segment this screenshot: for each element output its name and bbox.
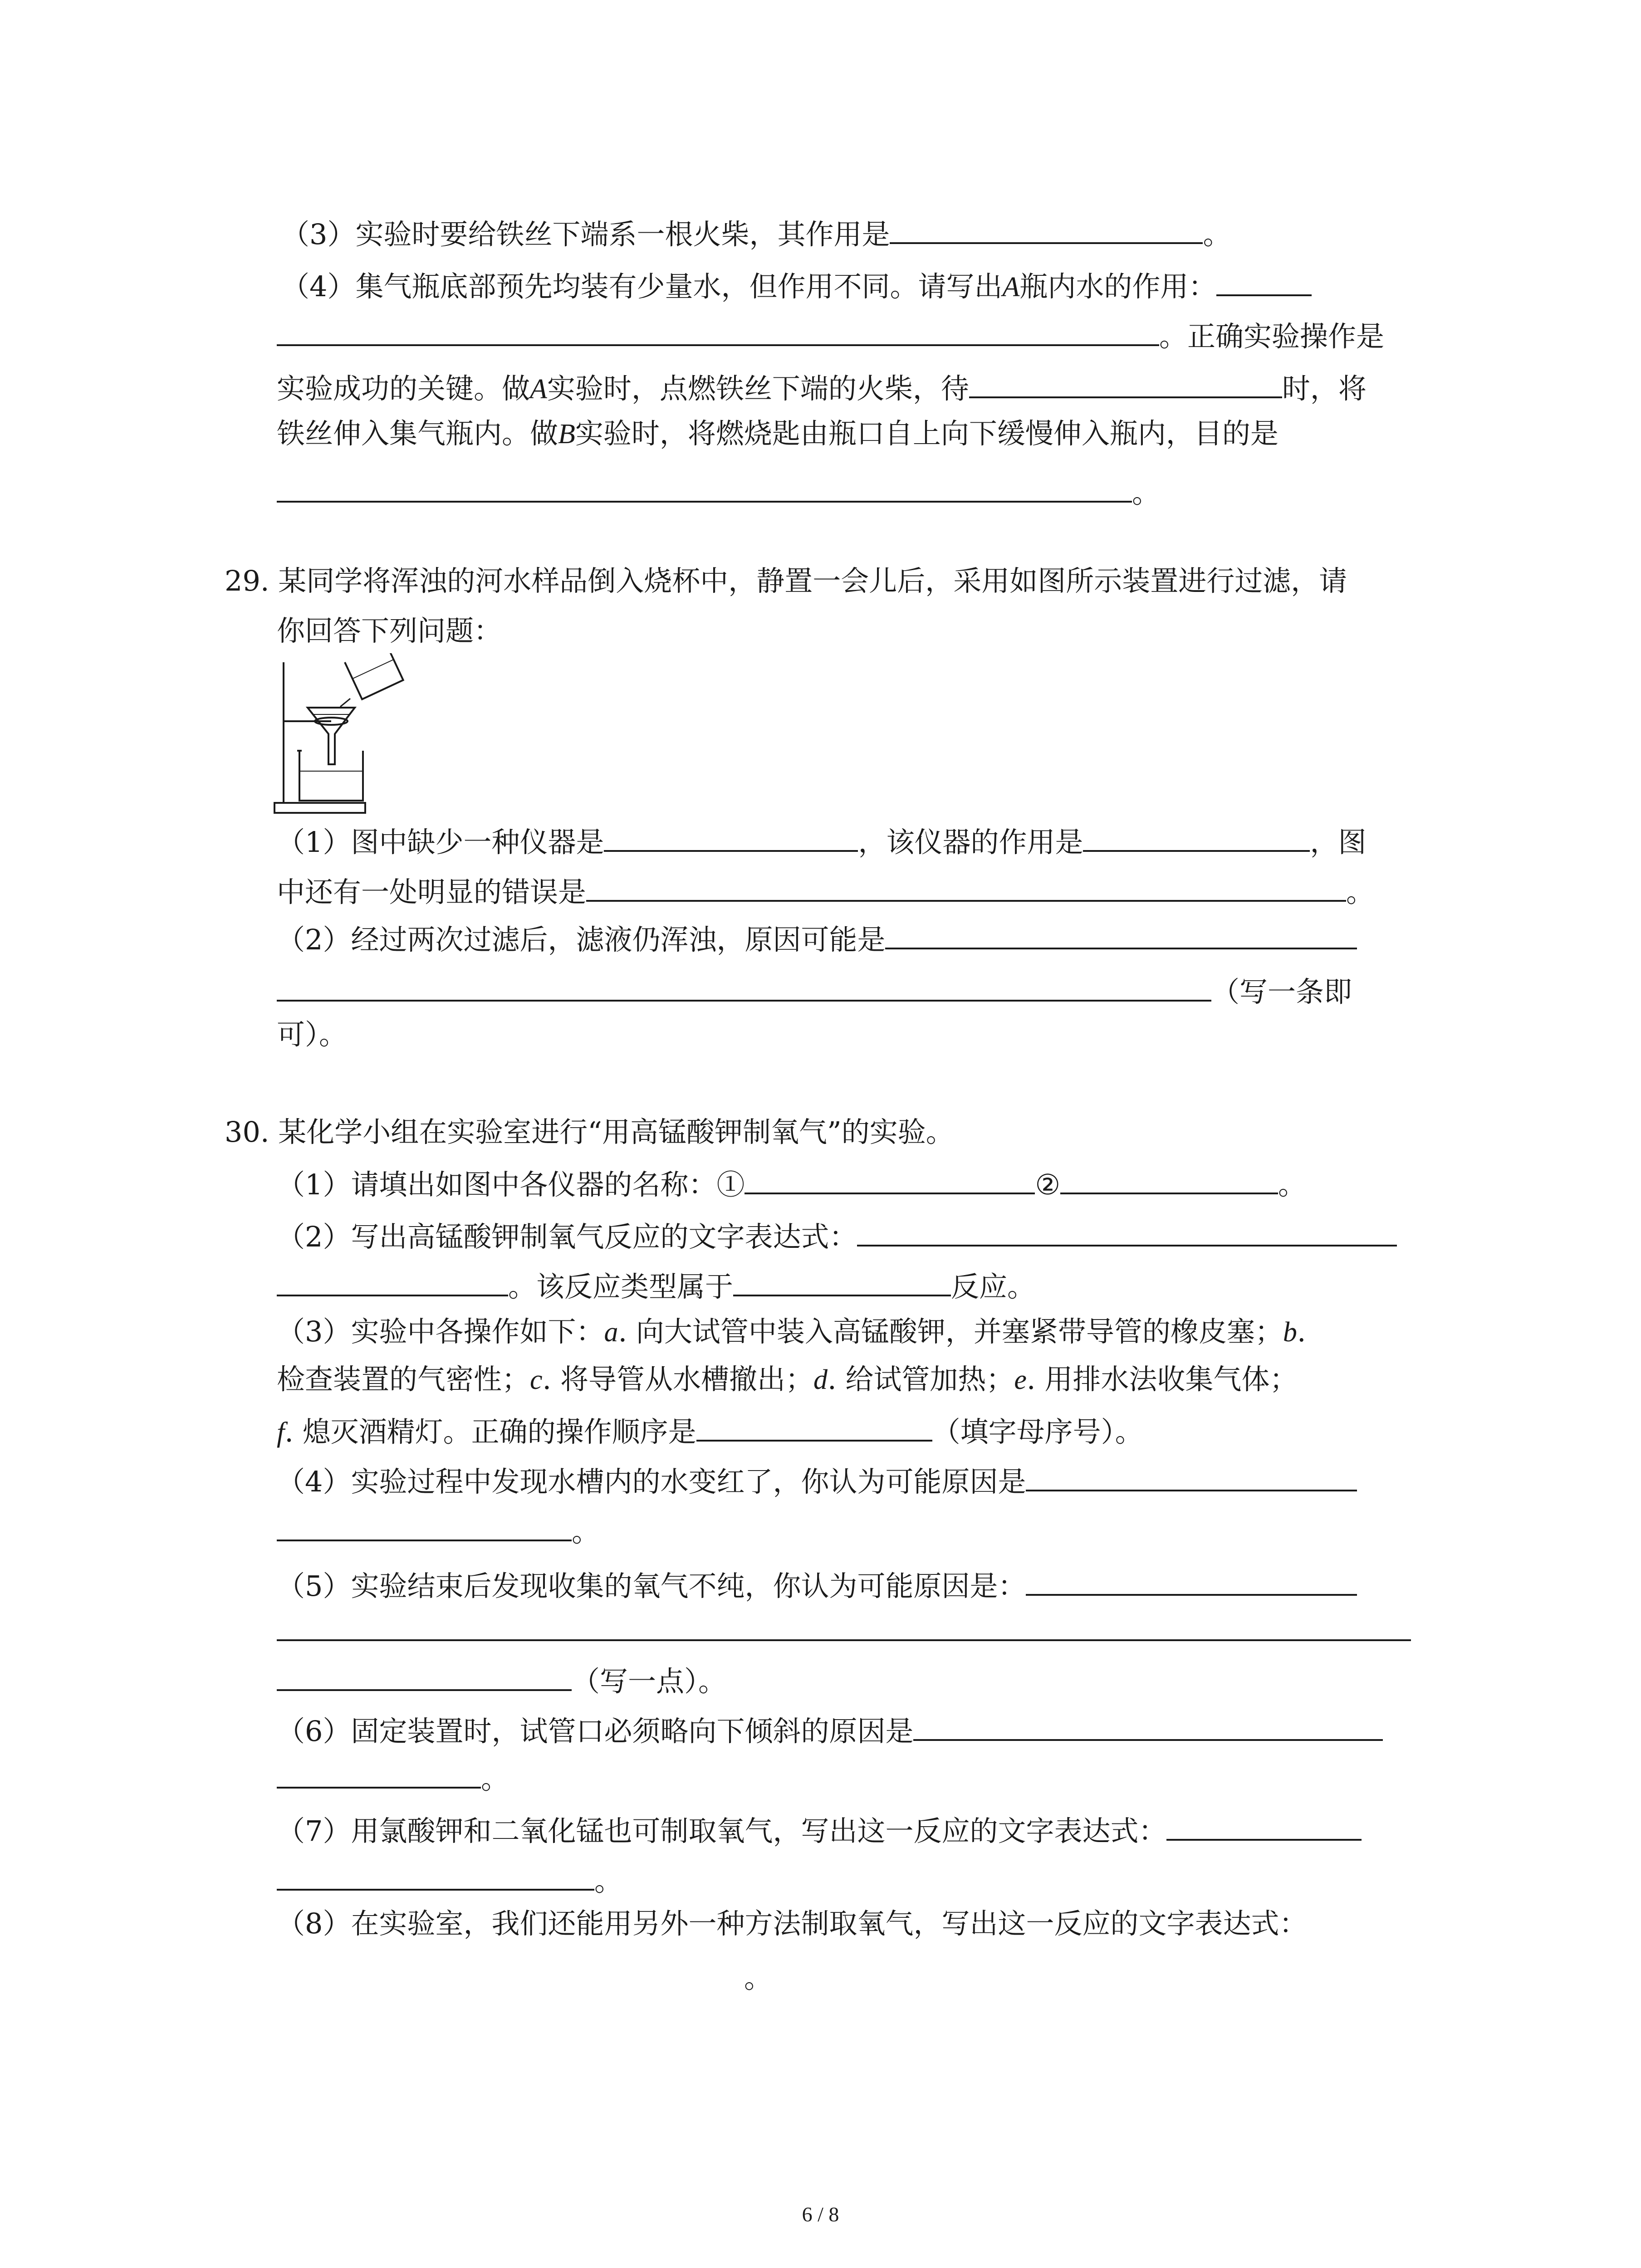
pouring-beaker xyxy=(345,653,403,699)
answer-blank[interactable] xyxy=(277,1860,594,1891)
answer-blank[interactable] xyxy=(890,213,1203,244)
q30-part7-line1: （7）用氯酸钾和二氧化锰也可制取氧气，写出这一反应的文字表达式： xyxy=(277,1810,1362,1850)
q30-part3-line1: （3）实验中各操作如下：a. 向大试管中装入高锰酸钾，并塞紧带导管的橡皮塞；b. xyxy=(277,1315,1306,1348)
answer-blank[interactable] xyxy=(745,1163,1035,1194)
q30-part3-line3: f. 熄灭酒精灯。正确的操作顺序是 （填字母序号）。 xyxy=(277,1411,1143,1451)
q30-part7-line2: 。 xyxy=(277,1860,622,1900)
answer-blank[interactable] xyxy=(1216,265,1312,296)
q30-part5-line3: （写一点）。 xyxy=(277,1660,726,1700)
answer-blank[interactable] xyxy=(913,1710,1383,1741)
answer-blank[interactable] xyxy=(277,1266,508,1296)
q29-stem-line1: 29. 某同学将浑浊的河水样品倒入烧杯中，静置一会儿后，采用如图所示装置进行过滤，请 xyxy=(225,564,1347,597)
q30-part8-line1: （8）在实验室，我们还能用另外一种方法制取氧气，写出这一反应的文字表达式： xyxy=(277,1907,1308,1940)
q30-part2-line2: 。该反应类型属于 反应。 xyxy=(277,1266,1035,1305)
stand-base xyxy=(274,803,365,813)
q30-part3-line2: 检查装置的气密性；c. 将导管从水槽撤出；d. 给试管加热；e. 用排水法收集气体； xyxy=(277,1363,1298,1396)
q30-part5-line1: （5）实验结束后发现收集的氧气不纯，你认为可能原因是： xyxy=(277,1565,1357,1605)
q30-part6-line1: （6）固定装置时，试管口必须略向下倾斜的原因是 xyxy=(277,1710,1383,1750)
q28-part4-line3: 实验成功的关键。做A实验时，点燃铁丝下端的火柴，待 时，将 xyxy=(277,367,1367,408)
q30-part6-line2: 。 xyxy=(277,1758,509,1798)
funnel xyxy=(308,708,355,764)
beaker xyxy=(299,751,363,801)
q30-part8-line2: 。 xyxy=(744,1961,773,1994)
q30-stem: 30. 某化学小组在实验室进行“用高锰酸钾制氧气”的实验。 xyxy=(225,1115,954,1149)
page-number: 6 / 8 xyxy=(802,2203,839,2226)
answer-blank[interactable] xyxy=(1083,821,1310,852)
answer-blank[interactable] xyxy=(1026,1565,1357,1596)
answer-blank[interactable] xyxy=(277,1660,572,1691)
q29-part2-line2: （写一条即 xyxy=(277,971,1352,1011)
q30-part4-line1: （4）实验过程中发现水槽内的水变红了，你认为可能原因是 xyxy=(277,1461,1357,1501)
answer-blank[interactable] xyxy=(277,971,1211,1002)
q28-part4-line2: 。正确实验操作是 xyxy=(277,315,1384,355)
answer-blank[interactable] xyxy=(733,1266,951,1296)
q28-part3: （3）实验时要给铁丝下端系一根火柴，其作用是 。 xyxy=(281,213,1231,253)
answer-blank[interactable] xyxy=(586,871,1346,902)
answer-blank[interactable] xyxy=(885,919,1357,949)
answer-blank[interactable] xyxy=(969,367,1282,398)
q29-part1-line1: （1）图中缺少一种仪器是 ，该仪器的作用是 ，图 xyxy=(277,821,1366,861)
answer-blank[interactable] xyxy=(1060,1163,1278,1194)
q29-stem-line2: 你回答下列问题： xyxy=(277,614,502,647)
answer-blank[interactable] xyxy=(604,821,858,852)
answer-blank[interactable] xyxy=(277,1758,481,1789)
answer-blank[interactable] xyxy=(857,1216,1397,1246)
q29-part2-line3: 可）。 xyxy=(277,1018,348,1051)
q29-part2-line1: （2）经过两次过滤后，滤液仍浑浊，原因可能是 xyxy=(277,919,1357,958)
answer-blank[interactable] xyxy=(1166,1810,1362,1841)
answer-blank[interactable] xyxy=(696,1411,932,1442)
q28-part4-line5: 。 xyxy=(277,472,1160,512)
q28-part4-line1: （4）集气瓶底部预先均装有少量水，但作用不同。请写出A瓶内水的作用： xyxy=(281,265,1312,306)
q29-part1-line2: 中还有一处明显的错误是 。 xyxy=(277,871,1374,911)
answer-blank[interactable] xyxy=(1026,1461,1357,1491)
answer-blank[interactable] xyxy=(277,1637,1411,1641)
filtration-apparatus-figure xyxy=(272,653,408,816)
q28-part4-line4: 铁丝伸入集气瓶内。做B实验时，将燃烧匙由瓶口自上向下缓慢伸入瓶内，目的是 xyxy=(277,417,1279,450)
q30-part2-line1: （2）写出高锰酸钾制氧气反应的文字表达式： xyxy=(277,1216,1397,1256)
answer-blank[interactable] xyxy=(277,315,1159,346)
answer-blank[interactable] xyxy=(277,1510,572,1541)
q30-part4-line2: 。 xyxy=(277,1510,600,1550)
answer-blank[interactable] xyxy=(277,472,1132,503)
q30-part1: （1）请填出如图中各仪器的名称：① ② 。 xyxy=(277,1163,1306,1203)
